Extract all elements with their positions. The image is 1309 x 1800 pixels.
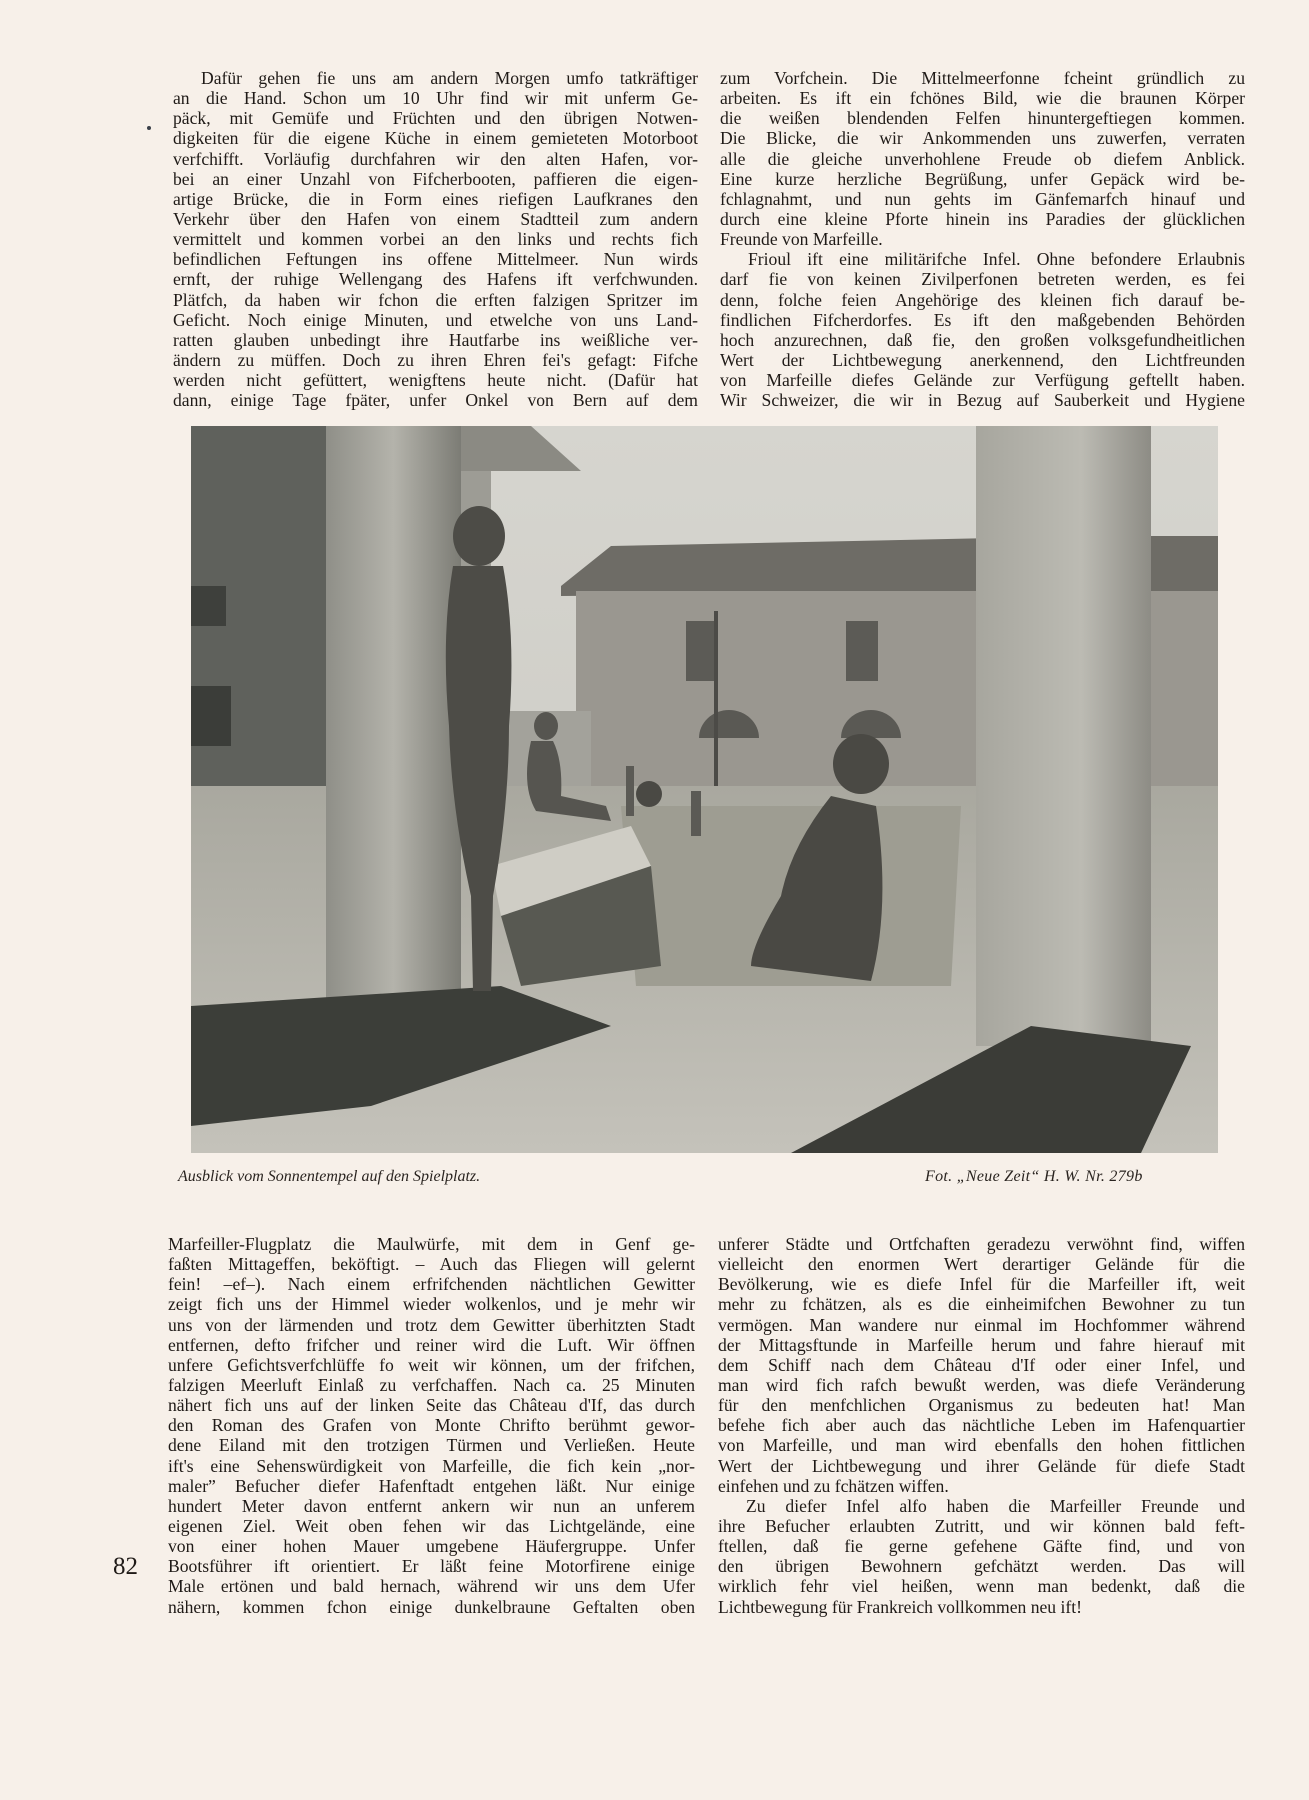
text-line: artige Brücke, die in Form eines riefigen Laufkranes den: [173, 188, 698, 209]
text-line: Wert der Lichtbewegung anerkennend, den Lichtfreunden: [720, 349, 1245, 370]
text-line: Marfeiller-Flugplatz die Maulwürfe, mit dem in Genf ge-: [168, 1234, 695, 1254]
text-line: von Marfeille, und man wird ebenfalls den hohen fittlichen: [718, 1435, 1245, 1456]
text-line: fein! –ef–). Nach einem erfrifchenden nächtlichen Gewitter: [168, 1274, 695, 1295]
text-line: von einer hohen Mauer umgebene Häufergruppe. Unfer: [168, 1536, 695, 1557]
text-line: ift's eine Sehenswürdigkeit von Marfeille, die fich kein „nor-: [168, 1455, 695, 1476]
text-line: dem Schiff nach dem Château d'If oder einer Infel, und: [718, 1354, 1245, 1375]
text-line: dene Eiland mit den trotzigen Türmen und Verließen. Heute: [168, 1435, 695, 1456]
photograph-sun-temple-view: [191, 426, 1218, 1153]
text-column-bottom-right: [718, 1234, 1245, 1617]
text-line: Freunde von Marfeille.: [720, 229, 883, 250]
text-line: fchlagnahmt, und nun gehts im Gänfemarfch hinauf und: [720, 188, 1245, 209]
text-column-top-left: [173, 68, 698, 410]
text-line: Wir Schweizer, die wir in Bezug auf Sauberkeit und Hygiene: [720, 390, 1245, 411]
text-line: eigenen Ziel. Weit oben fehen wir das Lichtgelände, eine: [168, 1515, 695, 1536]
text-line: den Roman des Grafen von Monte Chrifto berühmt gewor-: [168, 1415, 695, 1436]
text-line: einfehen und zu fchätzen wiffen.: [718, 1475, 949, 1496]
photo-credit: Fot. „Neue Zeit“ H. W. Nr. 279b: [925, 1168, 1143, 1185]
text-line: unfere Gefichtsverfchlüffe fo weit wir können, um der frifchen,: [168, 1354, 695, 1375]
text-line: dann, einige Tage fpäter, unfer Onkel von Bern auf dem: [173, 390, 698, 411]
text-line: Wert der Lichtbewegung und ihrer Gelände für diefe Stadt: [718, 1455, 1245, 1476]
text-line: vielleicht den enormen Wert derartiger Gelände für die: [718, 1254, 1245, 1275]
text-line: arbeiten. Es ift ein fchönes Bild, wie die braunen Körper: [720, 88, 1245, 109]
page-number: 82: [113, 1553, 138, 1580]
text-line: nähern, kommen fchon einige dunkelbraune Geftalten oben: [168, 1596, 695, 1617]
ball: [636, 781, 662, 807]
text-line: für den menfchlichen Organismus zu bedeuten hat! Man: [718, 1395, 1245, 1416]
text-column-top-right: [720, 68, 1245, 410]
text-line: Plätfch, da haben wir fchon die erften falzigen Spritzer im: [173, 289, 698, 310]
text-line: ratten glauben unbedingt ihre Hautfarbe ins weißliche ver-: [173, 329, 698, 350]
text-line: Bootsführer ift orientiert. Er läßt feine Motorfirene einige: [168, 1556, 695, 1577]
text-line: durch eine kleine Pforte hinein ins Paradies der glücklichen: [720, 208, 1245, 229]
text-line: Geficht. Noch einige Minuten, und etwelche von uns Land-: [173, 309, 698, 330]
photo-caption: Ausblick vom Sonnentempel auf den Spielplatz.: [178, 1168, 481, 1185]
pillar-left: [326, 426, 461, 1021]
text-line: mehr zu fchätzen, als es die einheimifchen Bewohner zu tun: [718, 1294, 1245, 1315]
text-line: von Marfeille diefes Gelände zur Verfügung geftellt haben.: [720, 370, 1245, 391]
text-line: der Mittagsftunde in Marfeille herum und fahre hierauf mit: [718, 1334, 1245, 1355]
text-line: zum Vorfchein. Die Mittelmeerfonne fcheint gründlich zu: [720, 68, 1245, 88]
text-line: denn, folche feien Angehörige des kleinen fich darauf be-: [720, 289, 1245, 310]
text-line: hundert Meter davon entfernt ankern wir nun an unferem: [168, 1495, 695, 1516]
text-line: ernft, der ruhige Wellengang des Hafens ift verfchwunden.: [173, 269, 698, 290]
text-line: maler” Befucher diefer Hafenftadt entgehen läßt. Nur einige: [168, 1475, 695, 1496]
text-line: Male ertönen und bald hernach, während wir uns dem Ufer: [168, 1576, 695, 1597]
text-line: Die Blicke, die wir Ankommenden uns zuwerfen, verraten: [720, 128, 1245, 149]
text-line: bei an einer Unzahl von Fifcherbooten, paffieren die eigen-: [173, 168, 698, 189]
text-line: hoch anzurechnen, daß fie, den großen volksgefundheitlichen: [720, 329, 1245, 350]
photo-scene: [191, 426, 1218, 1153]
text-line: wirklich fehr viel heißen, wenn man bedenkt, daß die: [718, 1576, 1245, 1597]
text-line: den übrigen Bewohnern gefchätzt werden. Das will: [718, 1556, 1245, 1577]
text-line: befehe fich aber auch das nächtliche Leben im Hafenquartier: [718, 1415, 1245, 1436]
print-speck: [147, 126, 151, 130]
text-line: digkeiten für die eigene Küche in einem gemieteten Motorboot: [173, 128, 698, 149]
text-line: Dafür gehen fie uns am andern Morgen umfo tatkräftiger: [201, 68, 698, 88]
text-line: Zu diefer Infel alfo haben die Marfeiller Freunde und: [746, 1495, 1245, 1516]
text-line: Frioul ift eine militärifche Infel. Ohne befondere Erlaubnis: [748, 249, 1245, 270]
text-line: Eine kurze herzliche Begrüßung, unfer Gepäck wird be-: [720, 168, 1245, 189]
text-line: ihre Befucher erlaubten Zutritt, und wir können bald feft-: [718, 1515, 1245, 1536]
child-figure: [691, 791, 701, 836]
text-line: Verkehr über den Hafen von einem Stadtteil zum andern: [173, 208, 698, 229]
text-line: unferer Städte und Ortfchaften geradezu verwöhnt find, wiffen: [718, 1234, 1245, 1254]
text-line: Bevölkerung, wie es diefe Infel für die Marfeiller ift, weit: [718, 1274, 1245, 1295]
text-line: an die Hand. Schon um 10 Uhr find wir mit unferm Ge-: [173, 88, 698, 109]
text-line: die weißen blendenden Felfen hinuntergeftiegen kommen.: [720, 108, 1245, 129]
text-line: alle die gleiche unverhohlene Freude ob diefem Anblick.: [720, 148, 1245, 169]
text-line: findlichen Fifcherdorfes. Es ift den maßgebenden Behörden: [720, 309, 1245, 330]
text-line: entfernen, defto frifcher und reiner wird die Luft. Wir öffnen: [168, 1334, 695, 1355]
text-line: ftellen, daß fie gerne gefehene Gäfte find, und von: [718, 1536, 1245, 1557]
text-line: uns von der lärmenden und trotz dem Gewitter überhitzten Stadt: [168, 1314, 695, 1335]
text-line: vermögen. Man wandere nur einmal im Hochfommer während: [718, 1314, 1245, 1335]
text-line: päck, mit Gemüfe und Früchten und den übrigen Notwen-: [173, 108, 698, 129]
text-line: falzigen Meerluft Einlaß zu verfchaffen. Nach ca. 25 Minuten: [168, 1374, 695, 1395]
text-line: darf fie von keinen Zivilperfonen betreten werden, es fei: [720, 269, 1245, 290]
text-line: befindlichen Feftungen ins offene Mittelmeer. Nun wirds: [173, 249, 698, 270]
pillar-right: [976, 426, 1151, 1046]
text-line: nähert fich uns auf der linken Seite das Château d'If, das durch: [168, 1395, 695, 1416]
text-column-bottom-left: [168, 1234, 695, 1617]
text-line: zeigt fich uns der Himmel wieder wolkenlos, und je mehr wir: [168, 1294, 695, 1315]
text-line: vermittelt und kommen vorbei an den links und rechts fich: [173, 229, 698, 250]
text-line: Lichtbewegung für Frankreich vollkommen neu ift!: [718, 1596, 1082, 1617]
text-line: man wird fich rafch bewußt werden, was diefe Veränderung: [718, 1374, 1245, 1395]
text-line: ändern zu müffen. Doch zu ihren Ehren fei's gefagt: Fifche: [173, 349, 698, 370]
text-line: werden nicht gefüttert, wenigftens heute nicht. (Dafür hat: [173, 370, 698, 391]
text-line: verfchifft. Vorläufig durchfahren wir den alten Hafen, vor-: [173, 148, 698, 169]
text-line: faßten Mittageffen, beköftigt. – Auch das Fliegen will gelernt: [168, 1254, 695, 1275]
